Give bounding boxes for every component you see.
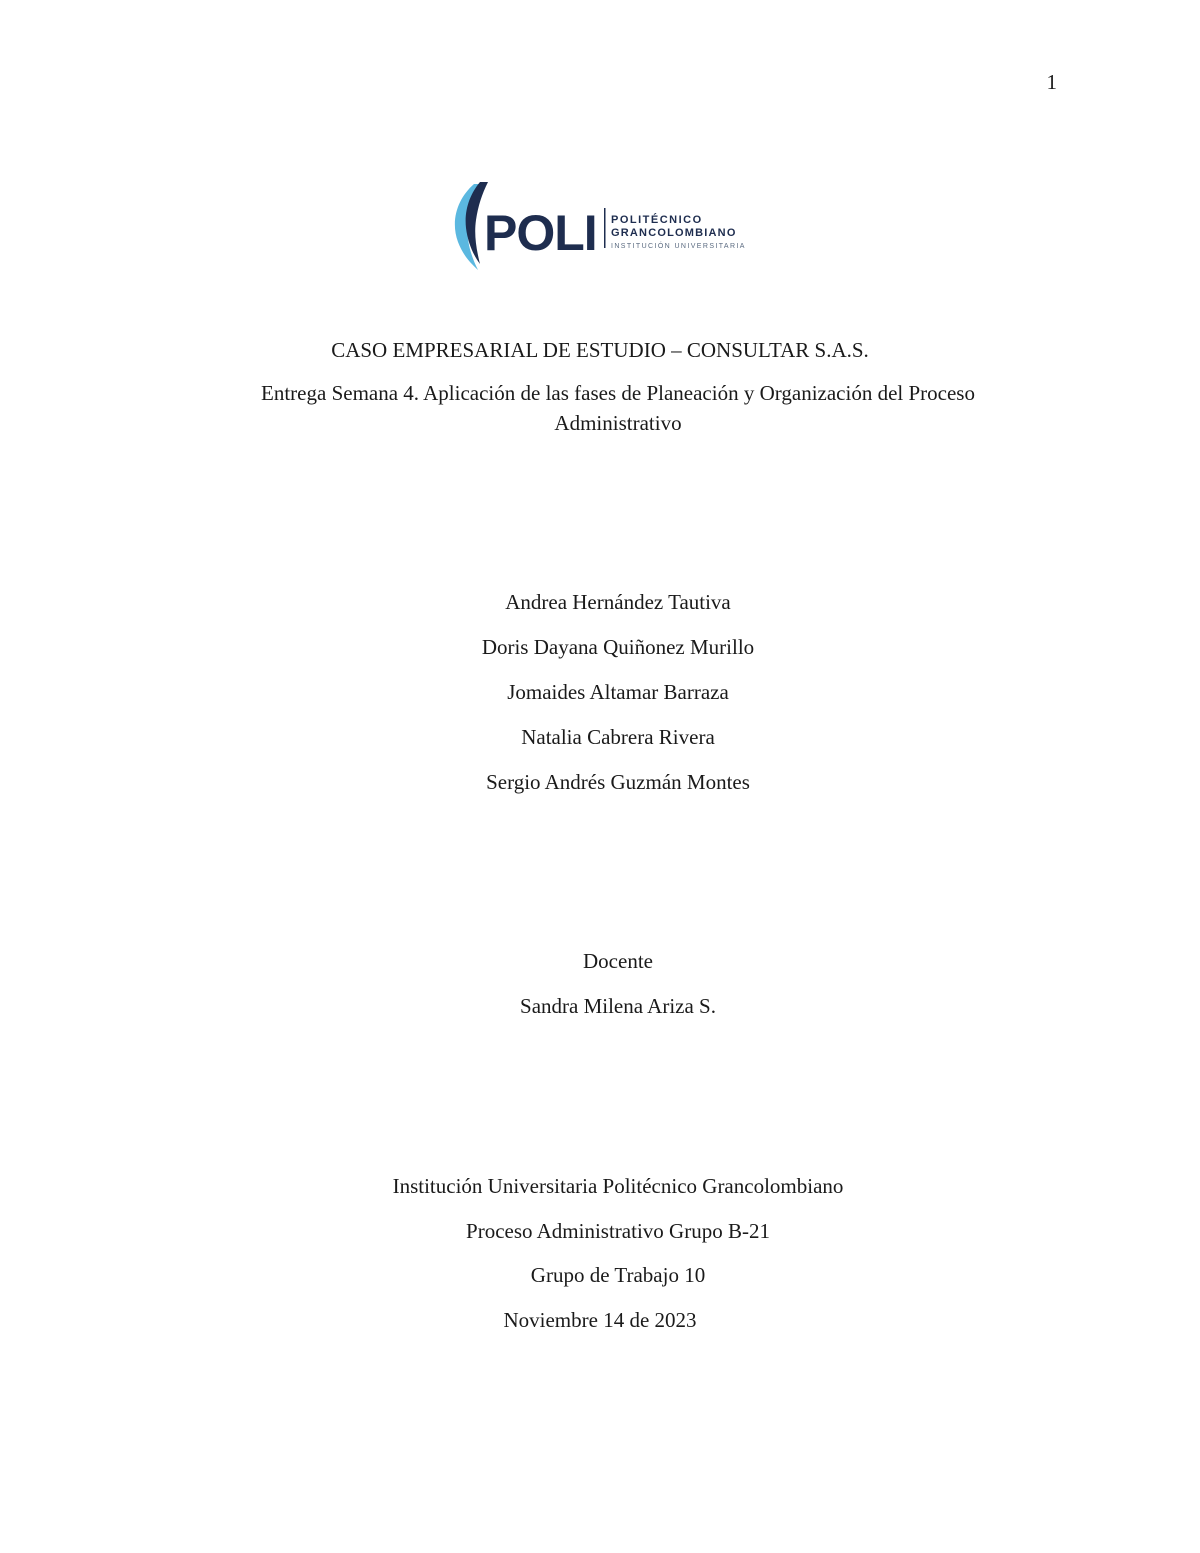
course-name: Proceso Administrativo Grupo B-21 — [466, 1219, 770, 1243]
logo-wordmark: POLI — [484, 205, 597, 261]
logo-line-3: INSTITUCIÓN UNIVERSITARIA — [611, 243, 746, 250]
author-name: Doris Dayana Quiñonez Murillo — [481, 635, 755, 659]
author-name: Natalia Cabrera Rivera — [521, 725, 715, 749]
submission-date: Noviembre 14 de 2023 — [503, 1308, 697, 1332]
author-name: Sergio Andrés Guzmán Montes — [486, 770, 750, 794]
document-subtitle: Entrega Semana 4. Aplicación de las fases de Planeación y Organización del Proceso Administrativo — [261, 381, 975, 435]
author-name: Andrea Hernández Tautiva — [505, 590, 731, 614]
author-name: Jomaides Altamar Barraza — [507, 680, 729, 704]
work-group: Grupo de Trabajo 10 — [530, 1263, 706, 1287]
document-title: CASO EMPRESARIAL DE ESTUDIO – CONSULTAR S.A.S. — [331, 338, 869, 362]
logo-line-2: GRANCOLOMBIANO — [611, 227, 737, 239]
institution-name: Institución Universitaria Politécnico Grancolombiano — [392, 1174, 844, 1198]
teacher-name: Sandra Milena Ariza S. — [520, 994, 716, 1018]
page-number: 1 — [1046, 70, 1057, 94]
teacher-label: Docente — [583, 949, 653, 973]
logo-line-1: POLITÉCNICO — [611, 214, 703, 226]
poli-logo — [444, 178, 754, 273]
